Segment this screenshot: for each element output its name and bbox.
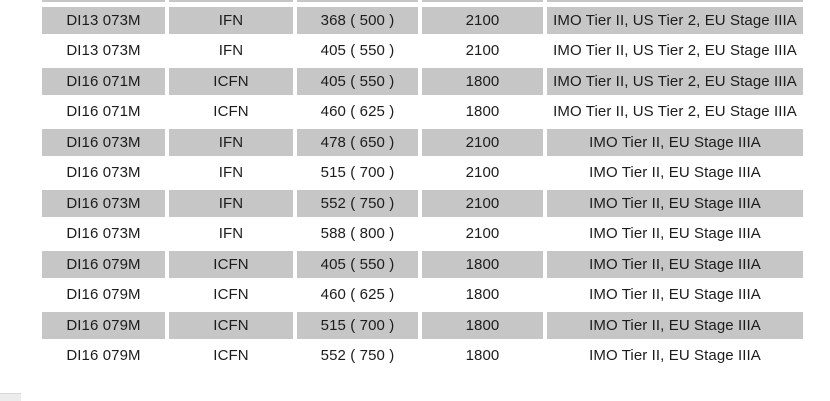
cell-rpm: 2100	[422, 129, 543, 156]
table-row	[42, 38, 803, 65]
cell-model: DI16 071M	[42, 68, 165, 95]
cut-off-cell	[297, 0, 418, 2]
cut-off-cell	[547, 0, 803, 2]
engine-spec-table-wrap	[38, 3, 807, 373]
cell-emissions: IMO Tier II, US Tier 2, EU Stage IIIA	[547, 7, 803, 34]
cell-rpm: 1800	[422, 282, 543, 309]
bottom-left-corner-chip	[0, 393, 21, 401]
cell-emissions: IMO Tier II, EU Stage IIIA	[547, 282, 803, 309]
cell-emissions: IMO Tier II, EU Stage IIIA	[547, 129, 803, 156]
cell-emissions: IMO Tier II, US Tier 2, EU Stage IIIA	[547, 68, 803, 95]
cell-power: 515 ( 700 )	[297, 160, 418, 187]
cut-off-cell	[422, 0, 543, 2]
cell-power: 588 ( 800 )	[297, 221, 418, 248]
table-row	[42, 312, 803, 339]
cell-power: 460 ( 625 )	[297, 282, 418, 309]
cell-rpm: 1800	[422, 312, 543, 339]
cell-type: ICFN	[169, 68, 293, 95]
cut-off-row-sliver	[42, 0, 803, 2]
cell-model: DI16 079M	[42, 312, 165, 339]
table-row	[42, 7, 803, 34]
cell-type: IFN	[169, 221, 293, 248]
cut-off-cell	[42, 0, 165, 2]
cell-model: DI16 073M	[42, 190, 165, 217]
engine-spec-table	[38, 3, 807, 373]
cell-type: ICFN	[169, 312, 293, 339]
table-row	[42, 343, 803, 370]
cut-off-cell	[169, 0, 293, 2]
table-row	[42, 282, 803, 309]
cell-type: IFN	[169, 7, 293, 34]
cell-emissions: IMO Tier II, US Tier 2, EU Stage IIIA	[547, 99, 803, 126]
cell-emissions: IMO Tier II, EU Stage IIIA	[547, 160, 803, 187]
cell-emissions: IMO Tier II, EU Stage IIIA	[547, 190, 803, 217]
cell-emissions: IMO Tier II, EU Stage IIIA	[547, 343, 803, 370]
cell-type: ICFN	[169, 251, 293, 278]
cell-power: 552 ( 750 )	[297, 343, 418, 370]
cell-rpm: 2100	[422, 160, 543, 187]
cell-power: 368 ( 500 )	[297, 7, 418, 34]
table-row	[42, 251, 803, 278]
table-row	[42, 160, 803, 187]
cell-rpm: 1800	[422, 251, 543, 278]
cell-type: ICFN	[169, 99, 293, 126]
cell-type: IFN	[169, 38, 293, 65]
table-row	[42, 190, 803, 217]
cell-rpm: 2100	[422, 7, 543, 34]
cell-power: 460 ( 625 )	[297, 99, 418, 126]
cell-power: 405 ( 550 )	[297, 38, 418, 65]
cell-rpm: 1800	[422, 99, 543, 126]
cell-power: 478 ( 650 )	[297, 129, 418, 156]
cell-rpm: 2100	[422, 221, 543, 248]
cell-type: ICFN	[169, 343, 293, 370]
cell-type: IFN	[169, 190, 293, 217]
cell-rpm: 2100	[422, 190, 543, 217]
cell-emissions: IMO Tier II, EU Stage IIIA	[547, 312, 803, 339]
cell-model: DI16 071M	[42, 99, 165, 126]
table-row	[42, 68, 803, 95]
cell-rpm: 1800	[422, 343, 543, 370]
cell-power: 405 ( 550 )	[297, 68, 418, 95]
cell-emissions: IMO Tier II, EU Stage IIIA	[547, 251, 803, 278]
cell-model: DI16 079M	[42, 282, 165, 309]
cell-rpm: 1800	[422, 68, 543, 95]
cell-power: 405 ( 550 )	[297, 251, 418, 278]
cell-type: IFN	[169, 160, 293, 187]
cell-type: IFN	[169, 129, 293, 156]
cell-type: ICFN	[169, 282, 293, 309]
cell-emissions: IMO Tier II, US Tier 2, EU Stage IIIA	[547, 38, 803, 65]
table-row	[42, 129, 803, 156]
table-row	[42, 221, 803, 248]
cell-model: DI16 073M	[42, 129, 165, 156]
table-row	[42, 99, 803, 126]
cell-power: 515 ( 700 )	[297, 312, 418, 339]
cell-power: 552 ( 750 )	[297, 190, 418, 217]
cell-model: DI16 073M	[42, 160, 165, 187]
cell-model: DI16 079M	[42, 343, 165, 370]
cell-model: DI16 079M	[42, 251, 165, 278]
cell-emissions: IMO Tier II, EU Stage IIIA	[547, 221, 803, 248]
cell-model: DI16 073M	[42, 221, 165, 248]
cell-model: DI13 073M	[42, 38, 165, 65]
cell-rpm: 2100	[422, 38, 543, 65]
cell-model: DI13 073M	[42, 7, 165, 34]
